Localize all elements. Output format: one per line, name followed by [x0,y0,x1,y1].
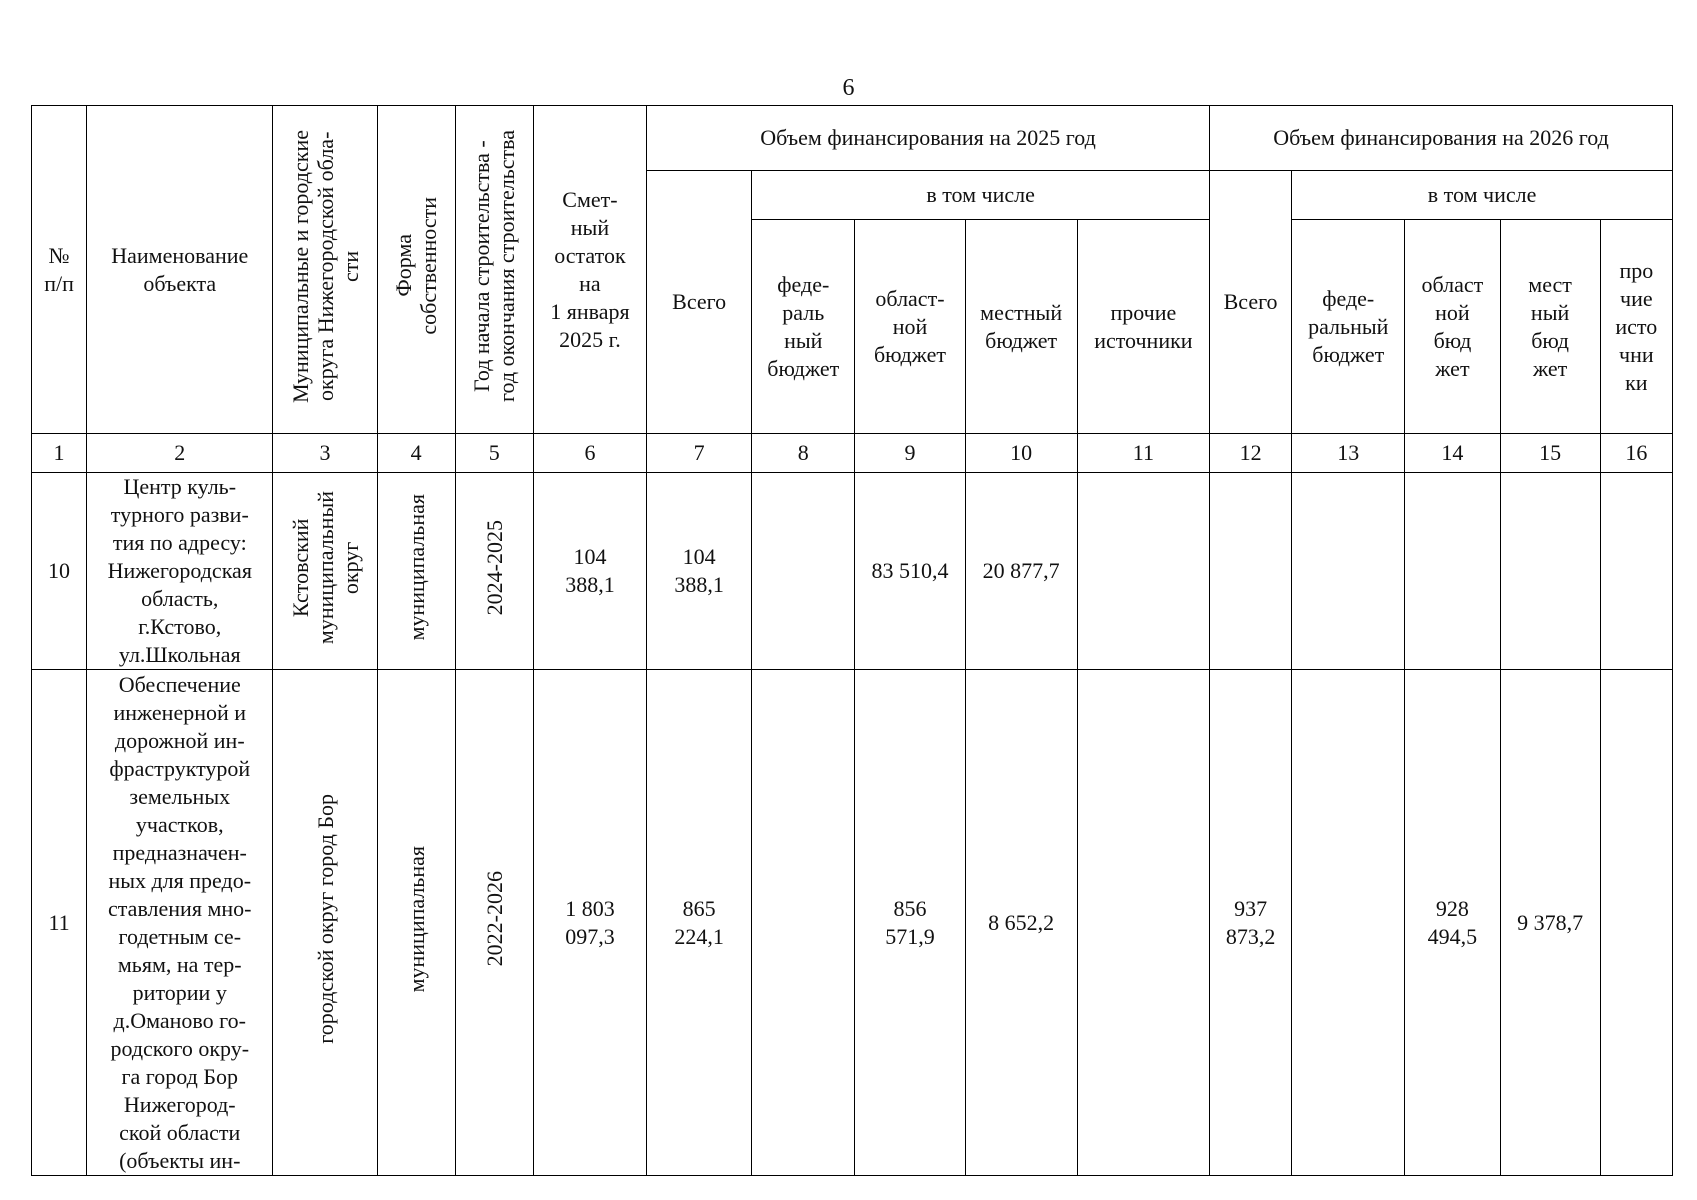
header-district: Муниципальные и городские округа Нижегородской обла- сти [273,106,377,434]
column-number: 15 [1500,434,1600,473]
column-number: 14 [1405,434,1500,473]
header-object-name: Наименование объекта [87,106,273,434]
object-name: Обеспечение инженерной и дорожной ин- фраструктурой земельных участков, предназначен- ных для предо- ставления мно- годетным се- мьям, на тер- ритории у д.Оманово го- родского окру- га город Бор Нижегород- ской области (объекты ин- [87,670,273,1176]
other-2025 [1077,670,1209,1176]
federal-2026 [1292,670,1405,1176]
regional-2025: 83 510,4 [855,473,965,670]
local-2026 [1500,473,1600,670]
federal-2026 [1292,473,1405,670]
column-number: 9 [855,434,965,473]
column-number: 5 [455,434,533,473]
total-2025: 865 224,1 [647,670,752,1176]
column-number: 16 [1600,434,1672,473]
column-number: 1 [32,434,87,473]
table-row [32,670,1673,1176]
regional-2026: 928 494,5 [1405,670,1500,1176]
regional-2026 [1405,473,1500,670]
header-federal-2026: феде- ральный бюджет [1292,220,1405,434]
column-number: 13 [1292,434,1405,473]
years-text: 2022-2026 [481,871,507,967]
district-cell [273,473,377,670]
federal-2025 [752,670,855,1176]
federal-2025 [752,473,855,670]
header-num: № п/п [32,106,87,434]
header-total-2026: Всего [1210,171,1292,434]
total-2026 [1210,473,1292,670]
total-2026: 937 873,2 [1210,670,1292,1176]
header-total-2025: Всего [647,171,752,434]
other-2026 [1600,473,1672,670]
column-number-row [32,434,1673,473]
years-cell [455,473,533,670]
district-text: городской округ город Бор [312,794,338,1044]
column-number: 12 [1210,434,1292,473]
table-row [32,473,1673,670]
local-2025: 20 877,7 [965,473,1077,670]
total-2025: 104 388,1 [647,473,752,670]
column-number: 11 [1077,434,1209,473]
header-including-2025: в том числе [752,171,1210,220]
district-cell [273,670,377,1176]
local-2025: 8 652,2 [965,670,1077,1176]
ownership-cell [377,670,455,1176]
local-2026: 9 378,7 [1500,670,1600,1176]
header-group-2025: Объем финансирования на 2025 год [647,106,1210,171]
column-number: 8 [752,434,855,473]
column-number: 6 [533,434,646,473]
years-text: 2024-2025 [481,519,507,616]
header-other-2026: про чие исто чни ки [1600,220,1672,434]
column-number: 3 [273,434,377,473]
column-number: 2 [87,434,273,473]
header-estimate: Смет- ный остаток на 1 января 2025 г. [533,106,646,434]
column-number: 10 [965,434,1077,473]
estimate-balance: 1 803 097,3 [533,670,646,1176]
header-other-2025: прочие источники [1077,220,1209,434]
ownership-cell [377,473,455,670]
header-years: Год начала строительства - год окончания строительства [455,106,533,434]
header-including-2026: в том числе [1292,171,1673,220]
header-regional-2026: област ной бюд жет [1405,220,1500,434]
header-ownership: Форма собственности [377,106,455,434]
object-name: Центр куль- турного разви- тия по адресу: Нижегородская область, г.Кстово, ул.Школьная [87,473,273,670]
column-number: 7 [647,434,752,473]
ownership-text: муниципальная [403,494,429,641]
regional-2025: 856 571,9 [855,670,965,1176]
header-local-2025: местный бюджет [965,220,1077,434]
district-text: Кстовский муниципальный округ [287,490,363,645]
ownership-text: муниципальная [403,845,429,993]
page-number: 6 [842,75,855,101]
header-regional-2025: област- ной бюджет [855,220,965,434]
column-number: 4 [377,434,455,473]
other-2026 [1600,670,1672,1176]
estimate-balance: 104 388,1 [533,473,646,670]
header-group-2026: Объем финансирования на 2026 год [1210,106,1673,171]
row-number: 11 [32,670,87,1176]
header-federal-2025: феде- раль ный бюджет [752,220,855,434]
header-local-2026: мест ный бюд жет [1500,220,1600,434]
financing-table [31,105,1673,1176]
years-cell [455,670,533,1176]
other-2025 [1077,473,1209,670]
row-number: 10 [32,473,87,670]
